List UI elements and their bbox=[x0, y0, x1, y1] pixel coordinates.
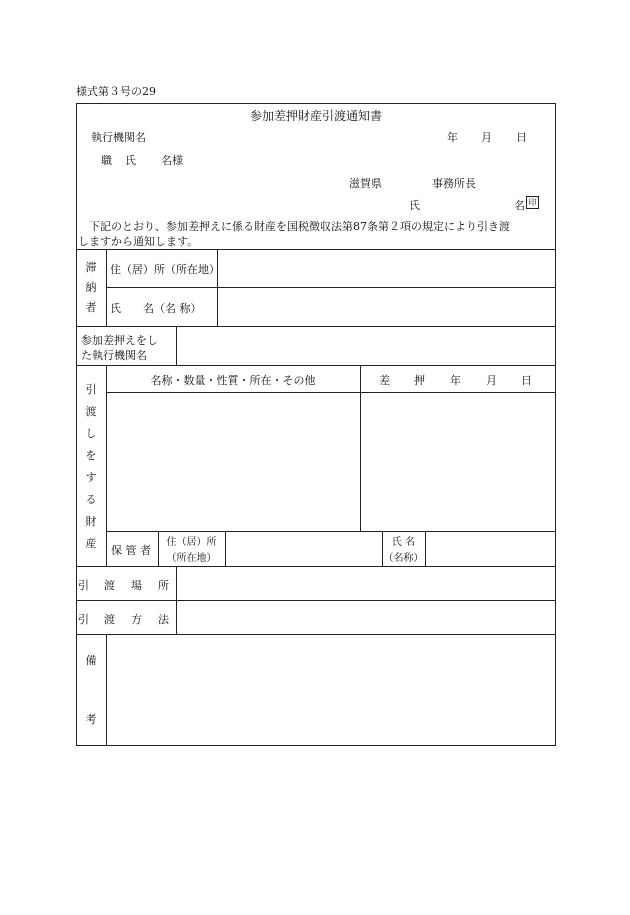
property-label-2: 渡 bbox=[85, 405, 97, 418]
property-label-8: 産 bbox=[85, 537, 97, 550]
property-label-5: す bbox=[85, 471, 97, 484]
remarks-label-bottom: 考 bbox=[85, 713, 97, 726]
frame-top bbox=[76, 103, 556, 104]
delinquent-name-label: 氏 名（名 称） bbox=[110, 302, 202, 315]
custodian-address-line1: 住（居）所 bbox=[166, 537, 217, 548]
sender-name-label: 氏 bbox=[409, 199, 420, 212]
recipient-prefix: 職 bbox=[101, 154, 112, 167]
form-number: 様式第３号の29 bbox=[76, 85, 156, 98]
seizure-header-day: 日 bbox=[521, 374, 532, 387]
delivery-method-char-3: 方 bbox=[131, 613, 142, 626]
property-label-4: を bbox=[85, 449, 97, 462]
recipient-suffix: 名様 bbox=[161, 154, 183, 167]
frame-bottom bbox=[76, 745, 556, 746]
delinquent-address-field[interactable] bbox=[218, 250, 555, 287]
delivery-place-char-3: 場 bbox=[131, 579, 142, 592]
property-items-field[interactable] bbox=[107, 393, 360, 531]
delivery-method-field[interactable] bbox=[177, 601, 555, 634]
frame-right bbox=[555, 103, 556, 745]
seal-mark: 印 bbox=[526, 196, 539, 209]
delinquent-label-3: 者 bbox=[85, 301, 97, 314]
remarks-field[interactable] bbox=[107, 635, 555, 745]
property-label-3: し bbox=[85, 427, 97, 440]
custodian-name-field[interactable] bbox=[426, 532, 555, 566]
seizure-header-a: 差 bbox=[379, 374, 390, 387]
remarks-label-top: 備 bbox=[85, 654, 97, 667]
seizure-header-year: 年 bbox=[450, 374, 461, 387]
delivery-place-field[interactable] bbox=[177, 567, 555, 600]
sender-office: 事務所長 bbox=[432, 177, 476, 190]
custodian-address-line2: （所在地） bbox=[166, 553, 217, 564]
issuer-label: 執行機関名 bbox=[91, 131, 146, 144]
property-label-7: 財 bbox=[85, 515, 97, 528]
date-day: 日 bbox=[516, 131, 527, 144]
sender-name-suffix: 名 bbox=[514, 199, 525, 212]
delinquent-name-field[interactable] bbox=[218, 288, 555, 326]
custodian-address-field[interactable] bbox=[226, 532, 382, 566]
agency-name-field[interactable] bbox=[177, 327, 555, 365]
property-label-1: 引 bbox=[85, 383, 97, 396]
document-title: 参加差押財産引渡通知書 bbox=[249, 109, 382, 123]
delivery-place-char-2: 渡 bbox=[104, 579, 115, 592]
divider-agency-end bbox=[76, 365, 556, 366]
delivery-method-char-1: 引 bbox=[78, 613, 89, 626]
custodian-label: 保 管 者 bbox=[111, 544, 151, 557]
items-header: 名称・数量・性質・所在・その他 bbox=[150, 374, 316, 387]
property-label-6: る bbox=[85, 493, 97, 506]
date-month: 月 bbox=[481, 131, 492, 144]
delinquent-address-label: 住（居）所（所在地） bbox=[110, 263, 220, 276]
custodian-name-line2: （名称） bbox=[383, 553, 424, 564]
property-seizure-date-field[interactable] bbox=[361, 393, 555, 531]
seizure-header-month: 月 bbox=[486, 374, 497, 387]
delinquent-label-1: 滞 bbox=[85, 261, 97, 274]
delivery-place-char-1: 引 bbox=[78, 579, 89, 592]
delivery-method-char-4: 法 bbox=[158, 613, 169, 626]
agency-label-line2: た執行機関名 bbox=[81, 349, 147, 362]
body-text-line1: 下記のとおり、参加差押えに係る財産を国税徴収法第87条第２項の規定により引き渡 bbox=[89, 220, 510, 233]
agency-label-line1: 参加差押えをし bbox=[81, 334, 158, 347]
frame-left bbox=[76, 103, 77, 745]
delivery-place-char-4: 所 bbox=[158, 579, 169, 592]
delinquent-label-2: 納 bbox=[85, 281, 97, 294]
delivery-method-char-2: 渡 bbox=[104, 613, 115, 626]
sender-prefecture: 滋賀県 bbox=[349, 177, 382, 190]
date-year: 年 bbox=[447, 131, 458, 144]
recipient-name-label: 氏 bbox=[125, 154, 136, 167]
custodian-name-line1: 氏 名 bbox=[391, 537, 416, 548]
seizure-header-b: 押 bbox=[414, 374, 425, 387]
delinquent-label-col bbox=[106, 249, 107, 326]
body-text-line2: しますから通知します。 bbox=[78, 235, 199, 248]
